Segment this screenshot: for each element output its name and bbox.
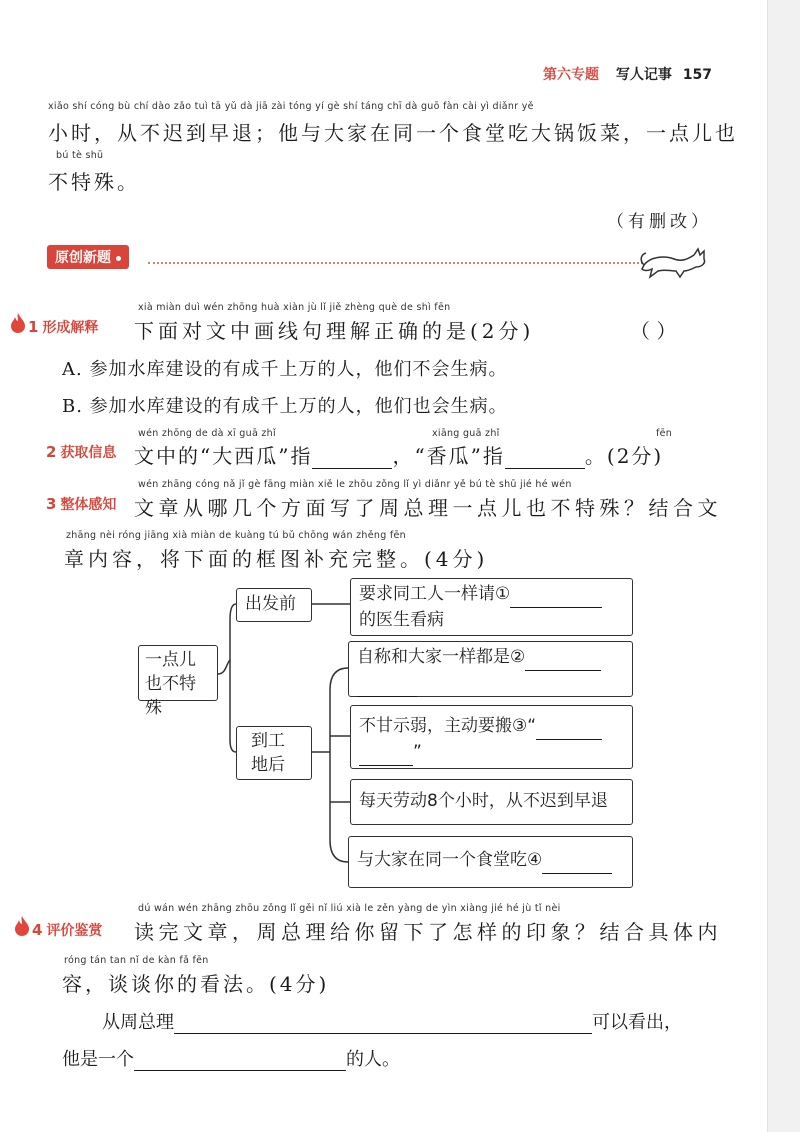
q1-text: 下面对文中画线句理解正确的是(2分) [134,319,535,343]
diagram-box-3-text: 不甘示弱，主动要搬③“ [359,716,537,736]
diagram-box-2-text: 自称和大家一样都是② [357,647,526,667]
diagram-box-1-text-b: 的医生看病 [359,610,444,630]
diagram-blank-3a[interactable] [536,714,602,740]
q4-text-2: 容，谈谈你的看法。(4分) [62,972,330,996]
q2-pinyin-2: xiāng guā zhǐ [432,428,500,439]
q2-tag: 获取信息 [60,445,117,461]
page-number: 157 [682,67,712,83]
source-note: （有删改） [607,212,712,232]
q4-pinyin-2: róng tán tan nǐ de kàn fǎ fēn [64,955,209,966]
q1-pinyin: xià miàn duì wén zhōng huà xiàn jù lǐ jiě zhèng què de shì fēn [138,302,451,313]
q1-tag: 形成解释 [42,320,99,336]
diagram-box-5 [348,836,633,888]
q4-answer-1a: 从周总理 [102,1012,174,1033]
q4-header [32,920,102,940]
section-title: 原创新题 [55,250,111,266]
q3-pinyin-2: zhāng nèi róng jiāng xià miàn de kuàng tú bǔ chōng wán zhěng fēn [66,530,406,541]
q3-tag: 整体感知 [60,497,117,513]
diagram-box-2 [348,641,633,697]
q1-option-b[interactable]: B. 参加水库建设的有成千上万的人，他们也会生病。 [62,396,508,417]
diagram-root-box: 一点儿也不特殊 [138,645,218,701]
passage-line1: 小时，从不迟到早退；他与大家在同一个食堂吃大锅饭菜，一点儿也 [48,121,738,145]
passage-line2: 不特殊。 [48,170,140,194]
q4-blank-1[interactable] [174,1012,592,1034]
diagram-box-5-text: 与大家在同一个食堂吃④ [357,850,543,870]
diagram-blank-2a[interactable] [525,645,601,671]
header-topic: 第六专题 [543,67,600,83]
diagram-box-4: 每天劳动8个小时，从不迟到早退 [350,779,633,825]
q3-text-2: 章内容，将下面的框图补充完整。(4分) [64,547,489,571]
q2-pinyin-3: fēn [656,428,673,439]
diagram-blank-2b[interactable] [357,671,417,697]
q4-answer-2b: 的人。 [346,1049,400,1070]
q4-blank-2[interactable] [134,1049,346,1071]
q2-number: 2 [46,443,57,461]
diagram-blank-3b[interactable] [359,740,413,766]
header-subtitle: 写人记事 [615,67,672,83]
q1-option-a[interactable]: A. 参加水库建设的有成千上万的人，他们不会生病。 [62,359,508,380]
q4-pinyin-1: dú wán wén zhāng zhōu zǒng lǐ gěi nǐ liú xià le zěn yàng de yìn xiàng jié hé jù tǐ nèi [138,903,561,914]
q4-answer-line-2 [62,1045,400,1071]
passage-line1-pinyin: xiǎo shí cóng bù chí dào zǎo tuì tā yǔ dà jiā zài tóng yí gè shí táng chī dà guō fàn cài yì diǎnr yě [48,101,534,112]
q3-number: 3 [46,495,57,513]
q3-pinyin-1: wén zhāng cóng nǎ jǐ gè fāng miàn xiě le zhōu zǒng lǐ yì diǎnr yě bú tè shū jié hé wén [138,479,572,490]
q4-answer-1b: 可以看出， [592,1012,682,1033]
q4-number: 4 [32,921,43,939]
q2-text-3: 。(2分) [584,444,664,468]
diagram-after-box: 到工地后 [236,726,312,780]
q2-text-1: 文中的“大西瓜”指 [134,444,313,468]
diagram-box-3-text-b: ” [413,742,422,762]
diagram-box-3 [350,705,633,769]
q2-text-2: ，“香瓜”指 [392,444,505,468]
diagram-blank-1[interactable] [510,582,602,608]
q3-text-1: 文章从哪几个方面写了周总理一点儿也不特殊？结合文 [134,496,722,520]
q4-tag: 评价鉴赏 [46,923,103,939]
diagram-before-box: 出发前 [236,588,312,622]
diagram-box-1-text: 要求同工人一样请① [359,584,511,604]
diagram-box-1 [350,578,633,636]
q2-pinyin-1: wén zhōng de dà xī guā zhǐ [138,428,276,439]
q1-number: 1 [28,318,39,336]
q4-answer-line-1 [102,1008,682,1034]
q4-answer-2a: 他是一个 [62,1049,134,1070]
q4-text-1: 读完文章，周总理给你留下了怎样的印象？结合具体内 [134,920,722,944]
passage-line2-pinyin: bú tè shū [56,150,104,161]
q1-answer-paren[interactable]: （ ） [630,319,677,343]
flame-icon [14,915,30,937]
diagram-blank-5[interactable] [542,848,612,874]
